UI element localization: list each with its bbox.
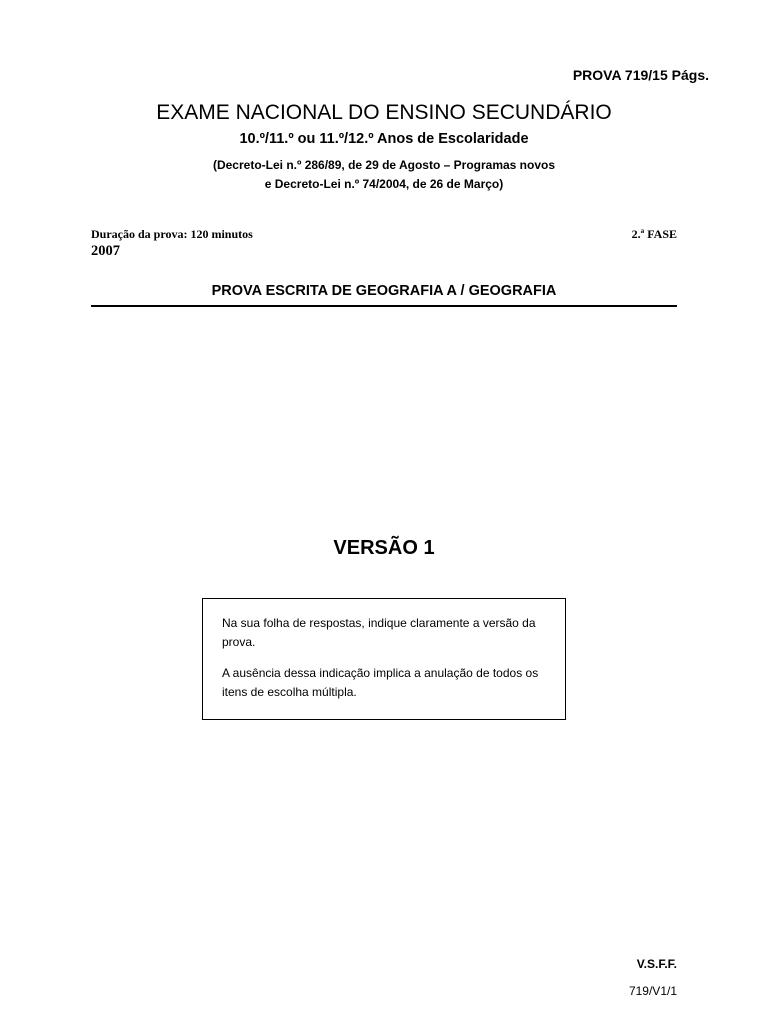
page-code: 719/V1/1 bbox=[628, 984, 677, 998]
exam-name: PROVA ESCRITA DE GEOGRAFIA A / GEOGRAFIA bbox=[211, 283, 557, 299]
decree-block bbox=[0, 156, 768, 194]
exam-year: 2007 bbox=[91, 243, 120, 259]
prova-code: PROVA 719/15 Págs. bbox=[572, 67, 709, 83]
decree-line-1: (Decreto-Lei n.º 286/89, de 29 de Agosto – Programas novos bbox=[212, 158, 556, 172]
page-title: EXAME NACIONAL DO ENSINO SECUNDÁRIO bbox=[156, 101, 612, 124]
divider bbox=[91, 305, 677, 307]
subtitle: 10.º/11.º ou 11.º/12.º Anos de Escolaridade bbox=[239, 131, 529, 147]
exam-phase: 2.ª FASE bbox=[631, 227, 677, 241]
vsff-label: V.S.F.F. bbox=[636, 957, 677, 971]
version-heading: VERSÃO 1 bbox=[333, 537, 435, 559]
exam-duration: Duração da prova: 120 minutos bbox=[91, 227, 253, 241]
decree-line-2: e Decreto-Lei n.º 74/2004, de 26 de Março) bbox=[264, 177, 504, 191]
notice-box bbox=[202, 598, 566, 720]
notice-paragraph-1: Na sua folha de respostas, indique claramente a versão da prova. bbox=[222, 616, 536, 649]
notice-paragraph-2: A ausência dessa indicação implica a anulação de todos os itens de escolha múltipla. bbox=[222, 666, 539, 699]
